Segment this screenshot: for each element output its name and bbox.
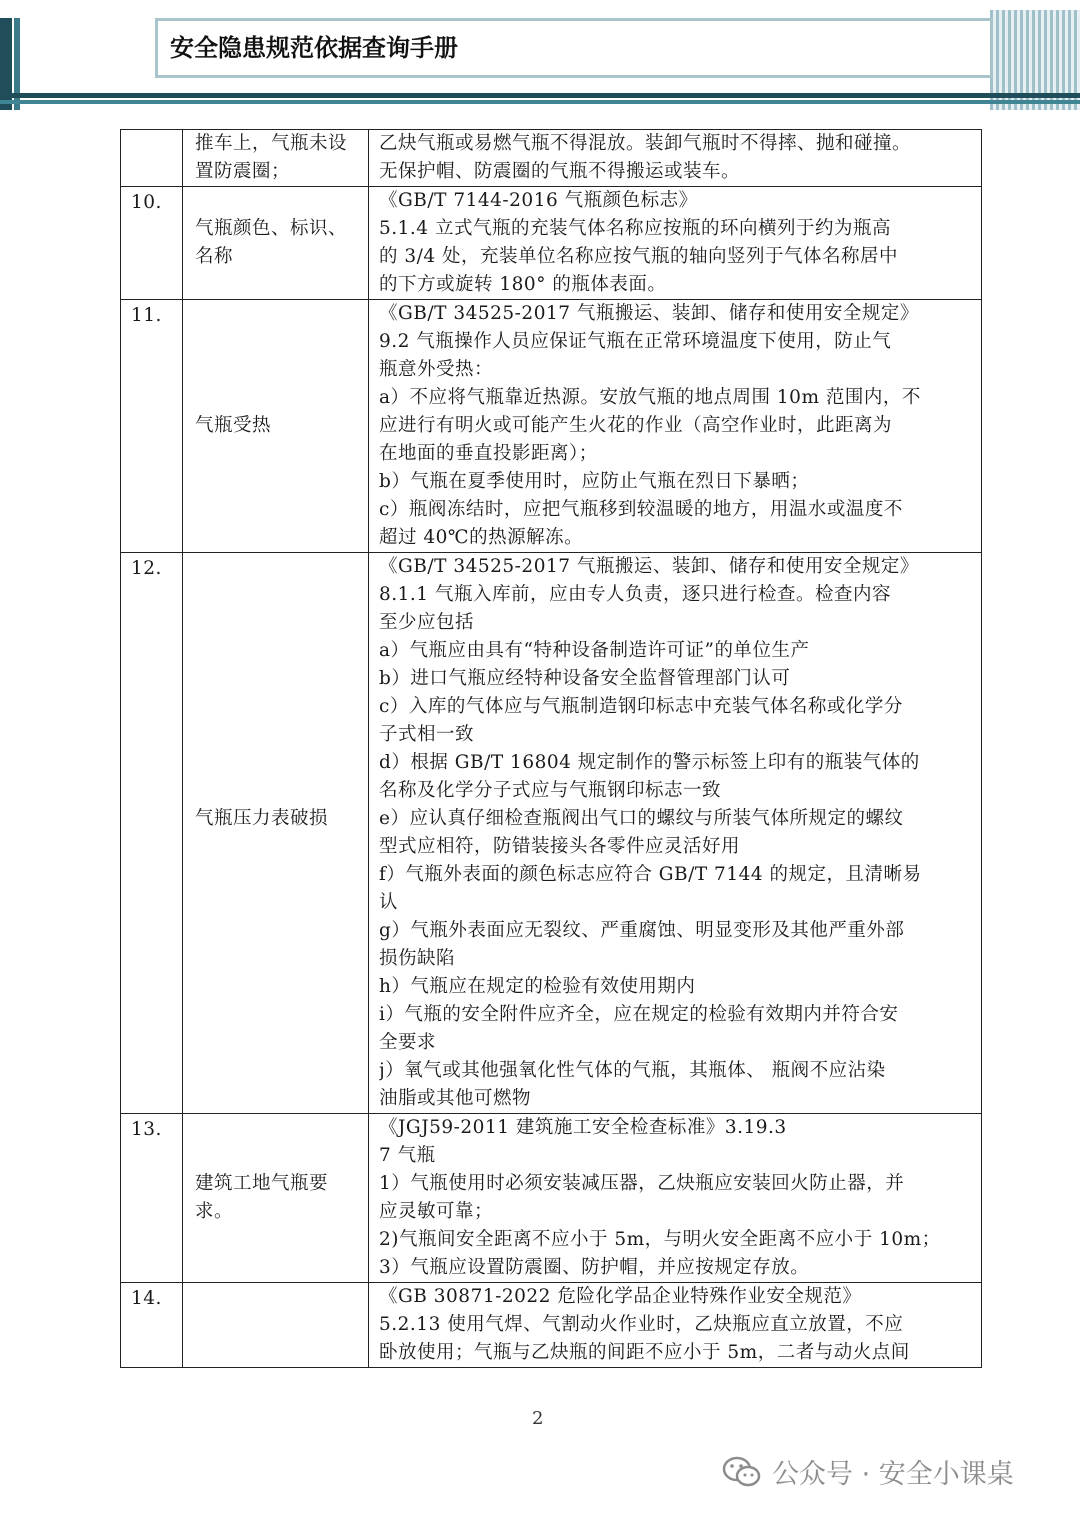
header-rule-secondary	[0, 100, 1080, 104]
regulation-basis-line: 乙炔气瓶或易燃气瓶不得混放。装卸气瓶时不得摔、抛和碰撞。	[379, 133, 912, 154]
regulation-basis-line: 8.1.1 气瓶入库前，应由专人负责，逐只进行检查。检查内容	[379, 584, 891, 605]
hazard-item-line: 推车上，气瓶未设	[195, 133, 348, 154]
hazard-item-cell	[183, 130, 369, 187]
header-rule	[0, 93, 1080, 98]
regulation-basis-line: a）不应将气瓶靠近热源。安放气瓶的地点周围 10m 范围内，不	[379, 387, 921, 408]
hazard-item-cell	[183, 553, 369, 1114]
regulation-basis-line: b）气瓶在夏季使用时，应防止气瓶在烈日下暴晒；	[379, 471, 810, 492]
regulation-basis-line: 瓶意外受热：	[379, 359, 494, 380]
regulation-basis-line: 2)气瓶间安全距离不应小于 5m，与明火安全距离不应小于 10m；	[379, 1229, 941, 1250]
regulation-basis-line: 至少应包括	[379, 612, 475, 633]
regulation-basis-line: 全要求	[379, 1032, 437, 1053]
regulation-basis-line: 5.2.13 使用气焊、气割动火作业时，乙炔瓶应直立放置，不应	[379, 1314, 904, 1335]
regulation-basis-line: 子式相一致	[379, 724, 475, 745]
row-number-cell	[121, 130, 183, 187]
regulation-basis-cell	[369, 187, 982, 300]
hazard-item-line: 求。	[195, 1201, 234, 1222]
row-number-cell	[121, 300, 183, 553]
hazard-item-cell	[183, 300, 369, 553]
hazard-item-line: 建筑工地气瓶要	[195, 1173, 329, 1194]
regulation-basis-cell	[369, 1283, 982, 1368]
regulation-basis-line: 1）气瓶使用时必须安装减压器，乙炔瓶应安装回火防止器，并	[379, 1173, 905, 1194]
row-number-cell	[121, 553, 183, 1114]
hazard-item-line: 气瓶颜色、标识、	[195, 218, 348, 239]
row-number-cell	[121, 1114, 183, 1283]
regulation-basis-line: 《GB/T 34525-2017 气瓶搬运、装卸、储存和使用安全规定》	[379, 303, 919, 324]
regulation-basis-line: 《GB/T 7144-2016 气瓶颜色标志》	[379, 190, 698, 211]
watermark	[722, 1452, 1014, 1491]
table-row	[121, 1114, 982, 1283]
regulation-basis-line: 无保护帽、防震圈的气瓶不得搬运或装车。	[379, 161, 741, 182]
table-row	[121, 1283, 982, 1368]
row-number-cell	[121, 187, 183, 300]
regulation-basis-line: d）根据 GB/T 16804 规定制作的警示标签上印有的瓶装气体的	[379, 752, 920, 773]
regulation-basis-line: 《GB/T 34525-2017 气瓶搬运、装卸、储存和使用安全规定》	[379, 556, 919, 577]
watermark-text: 公众号 · 安全小课桌	[772, 1459, 1014, 1490]
regulation-basis-line: c）瓶阀冻结时，应把气瓶移到较温暖的地方，用温水或温度不	[379, 499, 903, 520]
regulation-basis-line: 7 气瓶	[379, 1145, 436, 1166]
regulation-basis-line: f）气瓶外表面的颜色标志应符合 GB/T 7144 的规定，且清晰易	[379, 864, 922, 885]
table-row	[121, 300, 982, 553]
regulation-basis-line: 在地面的垂直投影距离）；	[379, 443, 598, 464]
regulation-basis-line: h）气瓶应在规定的检验有效使用期内	[379, 976, 696, 997]
hazard-item-line: 气瓶压力表破损	[195, 808, 329, 829]
row-number: 13.	[131, 1119, 162, 1140]
regulation-basis-line: i）气瓶的安全附件应齐全，应在规定的检验有效期内并符合安	[379, 1004, 899, 1025]
page-title: 安全隐患规范依据查询手册	[170, 34, 458, 62]
hazard-item-line: 名称	[195, 246, 234, 267]
regulation-basis-line: 名称及化学分子式应与气瓶钢印标志一致	[379, 780, 722, 801]
hazard-item-line: 气瓶受热	[195, 415, 272, 436]
regulation-basis-line: j）氧气或其他强氧化性气体的气瓶，其瓶体、 瓶阀不应沾染	[379, 1060, 886, 1081]
row-number: 12.	[131, 558, 162, 579]
regulation-basis-line: c）入库的气体应与气瓶制造钢印标志中充装气体名称或化学分	[379, 696, 903, 717]
regulation-basis-line: 3）气瓶应设置防震圈、防护帽，并应按规定存放。	[379, 1257, 810, 1278]
row-number: 11.	[131, 305, 162, 326]
table-row	[121, 130, 982, 187]
hazard-item-cell	[183, 1114, 369, 1283]
regulation-basis-line: 的下方或旋转 180° 的瓶体表面。	[379, 274, 667, 295]
regulation-basis-line: e）应认真仔细检查瓶阀出气口的螺纹与所装气体所规定的螺纹	[379, 808, 904, 829]
regulation-basis-line: a）气瓶应由具有“特种设备制造许可证”的单位生产	[379, 640, 810, 661]
hazard-item-cell	[183, 1283, 369, 1368]
regulation-basis-line: 损伤缺陷	[379, 948, 456, 969]
regulation-basis-line: 认	[379, 892, 399, 913]
table-row	[121, 553, 982, 1114]
regulation-basis-line: 《GB 30871-2022 危险化学品企业特殊作业安全规范》	[379, 1286, 862, 1307]
row-number: 14.	[131, 1288, 162, 1309]
regulation-basis-cell	[369, 300, 982, 553]
regulation-basis-line: 油脂或其他可燃物	[379, 1088, 532, 1109]
regulation-basis-line: g）气瓶外表面应无裂纹、严重腐蚀、明显变形及其他严重外部	[379, 920, 905, 941]
table-row	[121, 187, 982, 300]
regulation-basis-line: 型式应相符，防错装接头各零件应灵活好用	[379, 836, 741, 857]
regulation-basis-line: 超过 40℃的热源解冻。	[379, 527, 584, 548]
regulation-basis-line: 9.2 气瓶操作人员应保证气瓶在正常环境温度下使用，防止气	[379, 331, 892, 352]
regulation-basis-line: 应进行有明火或可能产生火花的作业（高空作业时，此距离为	[379, 415, 893, 436]
row-number: 10.	[131, 192, 162, 213]
regulation-basis-line: 应灵敏可靠；	[379, 1201, 494, 1222]
hazard-item-cell	[183, 187, 369, 300]
regulation-table	[120, 129, 982, 1368]
hazard-item-line: 置防震圈；	[195, 161, 291, 182]
wechat-icon	[722, 1455, 762, 1489]
regulation-basis-line: b）进口气瓶应经特种设备安全监督管理部门认可	[379, 668, 791, 689]
regulation-basis-cell	[369, 130, 982, 187]
page-number: 2	[532, 1408, 544, 1429]
regulation-basis-line: 5.1.4 立式气瓶的充装气体名称应按瓶的环向横列于约为瓶高	[379, 218, 891, 239]
regulation-basis-line: 卧放使用；气瓶与乙炔瓶的间距不应小于 5m，二者与动火点间	[379, 1342, 910, 1363]
regulation-basis-line: 《JGJ59-2011 建筑施工安全检查标准》3.19.3	[379, 1117, 787, 1138]
regulation-basis-cell	[369, 553, 982, 1114]
regulation-basis-cell	[369, 1114, 982, 1283]
regulation-basis-line: 的 3/4 处，充装单位名称应按气瓶的轴向竖列于气体名称居中	[379, 246, 899, 267]
row-number-cell	[121, 1283, 183, 1368]
